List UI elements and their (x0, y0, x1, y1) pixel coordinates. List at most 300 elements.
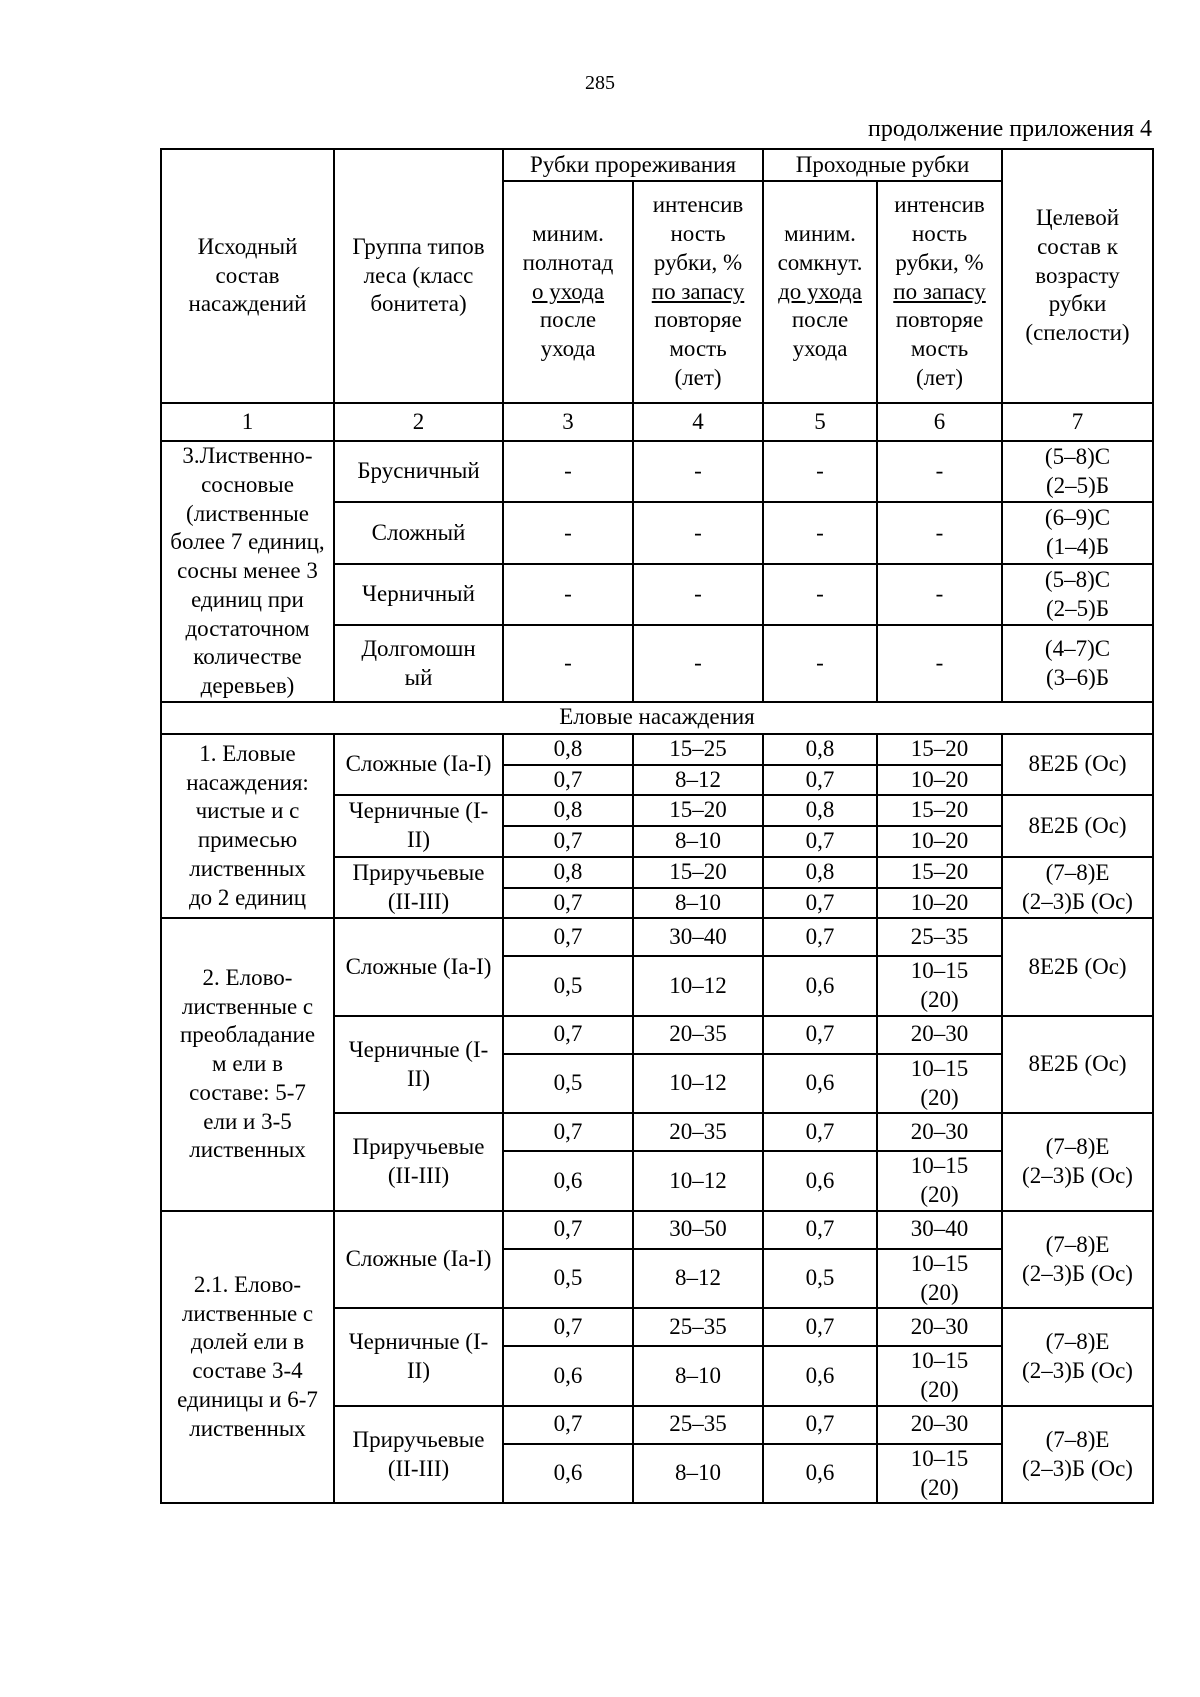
value-cell (633, 1249, 763, 1309)
value-cell (877, 795, 1002, 826)
value-cell (763, 1406, 877, 1444)
line: 0,6 (553, 1362, 583, 1388)
value-cell (877, 1444, 1002, 1504)
value-cell (633, 1054, 763, 1114)
header-thinning-min-density (503, 181, 633, 403)
line: 8–12 (675, 766, 721, 792)
line: 0,8 (553, 858, 583, 884)
value-cell: - (763, 441, 877, 502)
value-cell (763, 1249, 877, 1309)
line: 0,6 (805, 1070, 835, 1096)
line: 0,7 (553, 1021, 583, 1047)
line: чистые и с (195, 798, 300, 824)
value-cell: - (633, 564, 763, 625)
value-cell (763, 826, 877, 857)
value-cell: - (503, 564, 633, 625)
value-cell (503, 1406, 633, 1444)
value-cell (633, 956, 763, 1016)
line: 0,7 (553, 1411, 583, 1437)
value-cell (877, 888, 1002, 919)
line: 10–15 (910, 958, 969, 984)
value-cell (877, 1406, 1002, 1444)
line (766, 278, 874, 307)
line: Черничные (I- (348, 1036, 489, 1062)
line: 2.1. Елово- (193, 1271, 302, 1297)
line: II) (407, 1358, 430, 1383)
value-cell (633, 765, 763, 796)
value-cell (763, 795, 877, 826)
header-initial-composition (161, 149, 334, 403)
underlined-text: по запасу (893, 278, 986, 304)
forest-type-cell (334, 795, 503, 857)
forest-type-cell (334, 1308, 503, 1406)
line: 20–30 (910, 1021, 969, 1047)
line: ухода (792, 336, 848, 362)
line: 0,8 (553, 797, 583, 823)
value-cell (503, 1444, 633, 1504)
line: 0,8 (553, 735, 583, 761)
target-composition-cell (1002, 564, 1153, 625)
value-cell (763, 888, 877, 919)
line: (5–8)С (1044, 566, 1111, 592)
line: 25–35 (669, 1411, 727, 1437)
line: м ели в (212, 1051, 283, 1077)
line: 0,5 (553, 1265, 583, 1291)
line: 10–12 (669, 972, 727, 998)
line: (2–3)Б (Ос) (1022, 888, 1133, 914)
value-cell (633, 1444, 763, 1504)
forest-type-cell (334, 1406, 503, 1504)
line: лиственных (189, 1137, 306, 1163)
value-cell (877, 918, 1002, 956)
line: 15–20 (910, 797, 969, 823)
value-cell (877, 1211, 1002, 1249)
value-cell: - (877, 564, 1002, 625)
value-cell: - (633, 441, 763, 502)
value-cell (877, 1113, 1002, 1151)
column-number: 2 (334, 403, 503, 441)
line: Группа типов (352, 233, 485, 259)
line: 8Е2Б (Ос) (1028, 953, 1127, 979)
line: возрасту (1035, 262, 1120, 288)
line: 10–20 (910, 766, 969, 792)
value-cell (763, 1054, 877, 1114)
line: 8Е2Б (Ос) (1028, 751, 1127, 777)
target-composition-cell (1002, 1113, 1153, 1211)
line: мость (910, 336, 969, 362)
underlined-text: по запасу (651, 278, 745, 304)
forest-type-cell (334, 1016, 503, 1114)
line: единиц при (191, 586, 304, 612)
line: 0,7 (805, 923, 835, 949)
underlined-text: до ухода (778, 278, 862, 304)
line: Сложные (Iа-I) (345, 751, 492, 777)
line: более 7 единиц, (170, 529, 325, 555)
header-thinning: Рубки прореживания (503, 149, 763, 181)
line: 10–20 (910, 889, 969, 915)
header-forest-type-group (334, 149, 503, 403)
line: (20) (920, 1279, 959, 1305)
target-composition-cell (1002, 502, 1153, 563)
value-cell (633, 826, 763, 857)
value-cell (877, 956, 1002, 1016)
forest-type-cell (334, 734, 503, 796)
line: 0,5 (553, 972, 583, 998)
value-cell (763, 1308, 877, 1346)
line: единицы и 6-7 (177, 1386, 318, 1412)
line: 0,5 (805, 1265, 835, 1291)
value-cell (503, 734, 633, 765)
target-composition-cell (1002, 795, 1153, 857)
line: после (791, 307, 849, 333)
line: (20) (920, 1377, 959, 1402)
forest-type-cell (334, 1211, 503, 1309)
value-cell (763, 765, 877, 796)
line: 20–35 (669, 1118, 727, 1144)
line: насаждений (188, 291, 307, 317)
line: 10–12 (669, 1167, 727, 1193)
line: рубки, % (653, 249, 743, 275)
line: (1–4)Б (1046, 534, 1110, 560)
line: мость (669, 336, 727, 362)
forest-type-cell (334, 625, 503, 701)
line: 30–50 (669, 1216, 727, 1242)
line: количестве (193, 644, 302, 670)
line: (6–9)С (1044, 505, 1111, 531)
value-cell: - (633, 625, 763, 701)
line: полнотад (522, 249, 614, 275)
line: (II-III) (387, 1455, 450, 1481)
line: 0,7 (553, 766, 583, 792)
value-cell (763, 734, 877, 765)
line: 0,6 (553, 1460, 583, 1486)
line: повторяе (895, 307, 984, 333)
value-cell (633, 795, 763, 826)
line: миним. (532, 221, 604, 247)
value-cell (503, 888, 633, 919)
line: 8Е2Б (Ос) (1028, 1051, 1127, 1077)
line: (20) (920, 1084, 959, 1110)
line: 0,8 (805, 735, 835, 761)
value-cell (633, 1151, 763, 1211)
line: сосны менее 3 (177, 558, 318, 583)
line: 0,7 (553, 923, 583, 949)
line: Исходный (197, 233, 298, 259)
line: 0,7 (805, 828, 835, 853)
line: ели и 3-5 (203, 1108, 292, 1134)
value-cell (763, 1151, 877, 1211)
line: Брусничный (357, 458, 480, 484)
line: (20) (920, 1182, 959, 1207)
target-composition-cell (1002, 1406, 1153, 1504)
value-cell (503, 1016, 633, 1054)
value-cell (503, 1211, 633, 1249)
line: (7–8)Е (1045, 1134, 1110, 1160)
line (506, 278, 630, 307)
value-cell (877, 1016, 1002, 1054)
header-target-composition (1002, 149, 1153, 403)
value-cell (877, 1346, 1002, 1406)
table-row (161, 734, 1153, 765)
line: 15–25 (669, 735, 727, 761)
column-number: 1 (161, 403, 334, 441)
line: (лиственные (186, 500, 309, 526)
line: 30–40 (910, 1216, 969, 1242)
line: 8–10 (675, 828, 721, 853)
line: 0,7 (553, 1216, 583, 1242)
column-number: 5 (763, 403, 877, 441)
line: 0,6 (805, 1167, 835, 1193)
value-cell (503, 1054, 633, 1114)
line: состав (215, 262, 280, 288)
line: деревьев) (200, 673, 295, 698)
line: (II-III) (387, 888, 450, 914)
line: Приручьевые (352, 1134, 485, 1160)
value-cell: - (877, 625, 1002, 701)
header-passage-cuttings: Проходные рубки (763, 149, 1002, 181)
line: (7–8)Е (1045, 1231, 1110, 1257)
value-cell (763, 956, 877, 1016)
column-number: 4 (633, 403, 763, 441)
line: Долгомошн (361, 635, 476, 661)
line: 10–20 (910, 828, 969, 853)
value-cell (633, 918, 763, 956)
column-number: 3 (503, 403, 633, 441)
line: 25–35 (669, 1313, 727, 1339)
column-number: 7 (1002, 403, 1153, 441)
value-cell (877, 857, 1002, 888)
value-cell (633, 1113, 763, 1151)
line: 15–20 (910, 858, 969, 884)
value-cell (633, 1211, 763, 1249)
line: примесью (197, 827, 298, 852)
value-cell (763, 857, 877, 888)
line: состав к (1037, 233, 1118, 259)
line: составе: 5-7 (189, 1079, 306, 1105)
line: 0,8 (805, 858, 835, 884)
line: 0,7 (805, 889, 835, 915)
line: 0,7 (553, 828, 583, 853)
line: 10–15 (910, 1445, 969, 1471)
target-composition-cell (1002, 734, 1153, 796)
target-composition-cell (1002, 1016, 1153, 1114)
line: лиственные с (181, 993, 314, 1019)
value-cell (503, 1113, 633, 1151)
value-cell (503, 1346, 633, 1406)
value-cell (877, 1151, 1002, 1211)
line: 8–10 (675, 889, 721, 915)
group-name-cell (161, 918, 334, 1211)
line: 3.Лиственно- (182, 443, 313, 468)
line: 2. Елово- (202, 964, 293, 990)
page-caption: продолжение приложения 4 (868, 116, 1152, 142)
column-number: 6 (877, 403, 1002, 441)
line: (лет) (674, 364, 722, 390)
value-cell (877, 765, 1002, 796)
forest-type-cell (334, 564, 503, 625)
value-cell (633, 1406, 763, 1444)
value-cell (633, 888, 763, 919)
value-cell (633, 1016, 763, 1054)
table-row (161, 1211, 1153, 1249)
line: долей ели в (190, 1329, 305, 1355)
table-row (161, 441, 1153, 502)
value-cell: - (763, 502, 877, 563)
line: ый (404, 664, 433, 690)
line: Приручьевые (352, 859, 485, 885)
line: (2–5)Б (1046, 595, 1110, 621)
line: II) (407, 827, 430, 852)
line: 15–20 (669, 797, 727, 823)
forest-type-cell (334, 918, 503, 1016)
value-cell (503, 857, 633, 888)
line: 8Е2Б (Ос) (1028, 812, 1127, 838)
line: 0,6 (805, 1362, 835, 1388)
target-composition-cell (1002, 625, 1153, 701)
line: Приручьевые (352, 1426, 485, 1452)
line: лиственных (189, 1415, 306, 1441)
line: (лет) (915, 364, 964, 390)
value-cell (503, 826, 633, 857)
section-row (161, 702, 1153, 734)
value-cell (763, 1113, 877, 1151)
line: леса (класс (363, 262, 474, 288)
line: 15–20 (910, 735, 969, 761)
line: 0,6 (805, 972, 835, 998)
line: 0,7 (805, 1118, 835, 1144)
line: 0,6 (805, 1460, 835, 1486)
line: Сложные (Iа-I) (345, 1246, 492, 1272)
line: преобладание (179, 1022, 316, 1048)
value-cell (503, 918, 633, 956)
line: ухода (540, 336, 596, 362)
line: составе 3-4 (192, 1358, 303, 1383)
line: 10–12 (669, 1070, 727, 1096)
value-cell (633, 1308, 763, 1346)
line: 0,7 (805, 1411, 835, 1437)
value-cell (633, 1346, 763, 1406)
line: миним. (784, 221, 856, 247)
line: (20) (920, 1474, 959, 1500)
value-cell (503, 956, 633, 1016)
line: (2–3)Б (Ос) (1022, 1163, 1133, 1188)
line: 0,7 (805, 1216, 835, 1242)
value-cell (877, 1249, 1002, 1309)
line: (2–3)Б (Ос) (1022, 1455, 1133, 1481)
line: 20–30 (910, 1118, 969, 1144)
line: 8–12 (675, 1265, 721, 1291)
header-passage-min-closure (763, 181, 877, 403)
value-cell (503, 1151, 633, 1211)
value-cell (763, 1211, 877, 1249)
line: 20–30 (910, 1313, 969, 1339)
value-cell (633, 734, 763, 765)
line: Черничный (362, 581, 475, 607)
forestry-table (160, 148, 1154, 1504)
value-cell (503, 1308, 633, 1346)
line: (7–8)Е (1045, 1426, 1110, 1452)
table-row (161, 918, 1153, 956)
target-composition-cell (1002, 857, 1153, 919)
forest-type-cell (334, 502, 503, 563)
target-composition-cell (1002, 1211, 1153, 1309)
line: после (539, 307, 597, 333)
line: 0,7 (805, 766, 835, 792)
line: 0,7 (553, 1313, 583, 1339)
line: 10–15 (910, 1153, 969, 1179)
line: Черничные (I- (348, 1329, 489, 1355)
line: 10–15 (910, 1055, 969, 1081)
line: 8–10 (675, 1362, 721, 1388)
value-cell (877, 734, 1002, 765)
group-name-cell (161, 441, 334, 702)
line: насаждения: (186, 769, 309, 795)
line: 0,8 (805, 797, 835, 823)
value-cell: - (503, 441, 633, 502)
line: 20–30 (910, 1411, 969, 1437)
line: (20) (920, 987, 959, 1012)
forest-type-cell (334, 1113, 503, 1211)
value-cell: - (633, 502, 763, 563)
header-thinning-intensity (633, 181, 763, 403)
underlined-text: о ухода (531, 278, 605, 304)
line: рубки (1048, 291, 1107, 317)
line: (4–7)С (1044, 635, 1111, 661)
line: повторяе (654, 307, 742, 333)
page-number: 285 (585, 72, 615, 94)
line: лиственных (189, 855, 306, 881)
line: II) (407, 1065, 430, 1091)
target-composition-cell (1002, 918, 1153, 1016)
section-title: Еловые насаждения (161, 702, 1153, 734)
line: (спелости) (1025, 320, 1130, 346)
line (636, 278, 760, 307)
line: (7–8)Е (1045, 1329, 1110, 1355)
line: 20–35 (669, 1021, 727, 1047)
line: 0,7 (805, 1313, 835, 1339)
line: достаточном (185, 615, 310, 641)
line: сосновые (201, 471, 294, 497)
value-cell (877, 1308, 1002, 1346)
value-cell: - (763, 564, 877, 625)
line: 30–40 (669, 923, 727, 949)
value-cell (503, 795, 633, 826)
value-cell (877, 826, 1002, 857)
line: интенсив (652, 192, 744, 218)
line: сомкнут. (777, 249, 863, 275)
value-cell (503, 1249, 633, 1309)
line: (2–3)Б (Ос) (1022, 1260, 1133, 1286)
target-composition-cell (1002, 441, 1153, 502)
line: (2–3)Б (Ос) (1022, 1358, 1133, 1383)
value-cell (763, 1444, 877, 1504)
line: 0,5 (553, 1070, 583, 1096)
line: ность (911, 221, 968, 247)
line: ность (670, 221, 726, 247)
line: Сложный (371, 519, 466, 545)
line: 8–10 (675, 1460, 721, 1486)
column-number-row (161, 403, 1153, 441)
line: 10–15 (910, 1250, 969, 1276)
line: 0,7 (805, 1021, 835, 1047)
line: бонитета) (370, 291, 467, 317)
line: 0,6 (553, 1167, 583, 1193)
group-name-cell (161, 734, 334, 919)
line (880, 278, 999, 307)
line: 1. Еловые (199, 740, 296, 766)
value-cell: - (763, 625, 877, 701)
target-composition-cell (1002, 1308, 1153, 1406)
